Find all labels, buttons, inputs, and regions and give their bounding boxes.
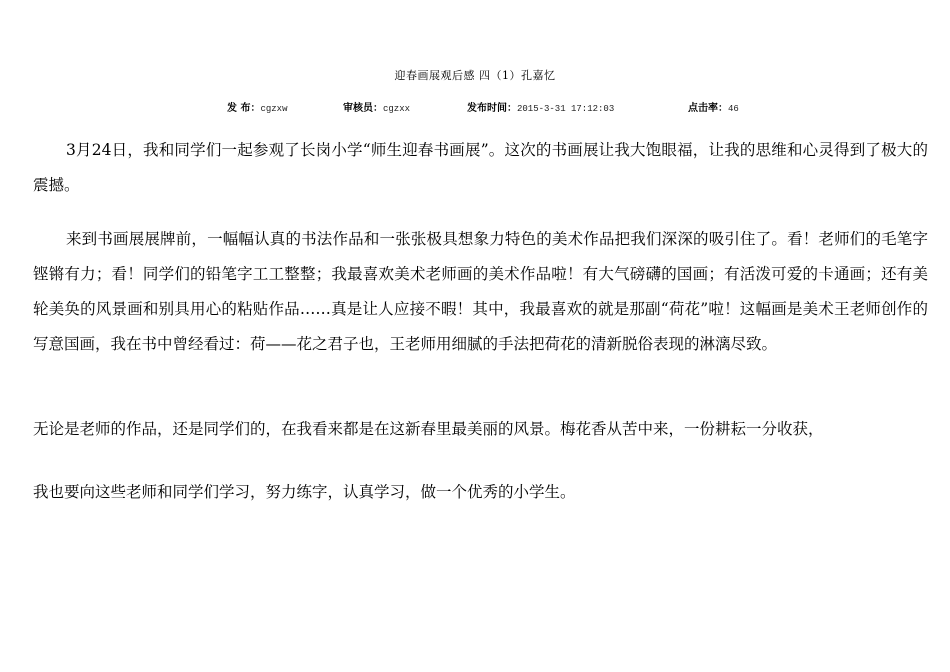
article-paragraph: 来到书画展展牌前，一幅幅认真的书法作品和一张张极具想象力特色的美术作品把我们深深的吸引住了。看！老师们的毛笔字铿锵有力；看！同学们的铅笔字工工整整；我最喜欢美术老师画的美术作品啦！有大气磅礴的国画；有活泼可爱的卡通画；还有美轮美奂的风景画和别具用心的粘贴作品……真是让人应接不暇！其中，我最喜欢的就是那副“荷花”啦！这幅画是美术王老师创作的写意国画，我在书中曾经看过：荷——花之君子也，王老师用细腻的手法把荷花的清新脱俗表现的淋漓尽致。 bbox=[33, 230, 928, 353]
meta-publisher-value: cgzxw bbox=[260, 104, 288, 114]
article-meta bbox=[0, 101, 950, 117]
meta-hits bbox=[688, 101, 739, 117]
article-paragraph: 3月24日，我和同学们一起参观了长岗小学“师生迎春书画展”。这次的书画展让我大饱眼福，让我的思维和心灵得到了极大的震撼。 bbox=[33, 141, 928, 194]
meta-reviewer bbox=[343, 101, 410, 117]
meta-publish-time bbox=[467, 101, 614, 117]
meta-hits-value: 46 bbox=[728, 104, 739, 114]
meta-time-value: 2015-3-31 17:12:03 bbox=[517, 104, 615, 114]
meta-reviewer-value: cgzxx bbox=[383, 104, 411, 114]
meta-hits-label: 点击率： bbox=[688, 103, 728, 114]
meta-time-label: 发布时间： bbox=[467, 103, 517, 114]
article-paragraph: 无论是老师的作品，还是同学们的，在我看来都是在这新春里最美丽的风景。梅花香从苦中来，一份耕耘一分收获， bbox=[33, 420, 824, 438]
meta-reviewer-label: 审核员： bbox=[343, 103, 383, 114]
article-paragraph: 我也要向这些老师和同学们学习，努力练字，认真学习，做一个优秀的小学生。 bbox=[33, 483, 576, 501]
meta-publisher-label: 发 布： bbox=[227, 103, 261, 114]
meta-publisher bbox=[227, 101, 288, 117]
article-title: 迎春画展观后感 四（1）孔嘉忆 bbox=[394, 69, 556, 82]
